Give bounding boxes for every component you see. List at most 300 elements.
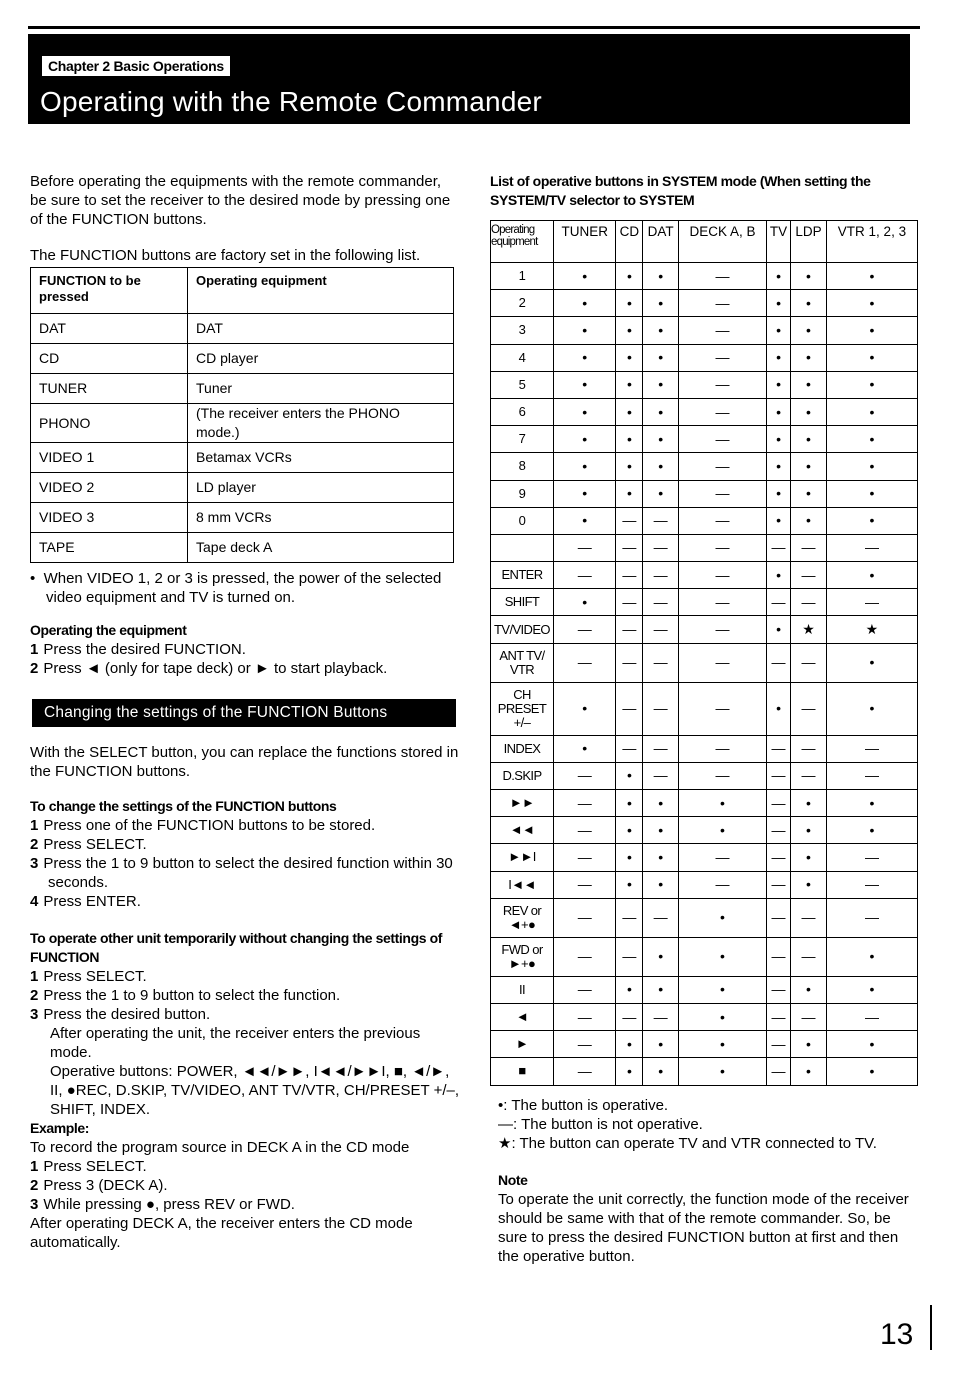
status-cell: — <box>791 589 827 616</box>
row-label: 7 <box>491 426 554 453</box>
status-cell: — <box>791 562 827 589</box>
temporary-heading: To operate other unit temporarily without changing the settings of FUNCTION <box>30 930 443 965</box>
operative-table-row <box>491 871 918 898</box>
row-label: ◄◄ <box>491 817 554 844</box>
status-cell: — <box>791 1003 827 1030</box>
status-cell: • <box>643 290 679 317</box>
status-cell: • <box>616 1058 643 1085</box>
operative-table-row <box>491 790 918 817</box>
operative-table-body <box>491 263 918 1086</box>
row-label: ►► <box>491 790 554 817</box>
status-cell: • <box>643 844 679 871</box>
status-cell: — <box>678 844 766 871</box>
operative-table-row <box>491 453 918 480</box>
changing-section-bar: Changing the settings of the FUNCTION Buttons <box>32 699 456 727</box>
column-header: TUNER <box>554 221 616 263</box>
status-cell: — <box>767 937 791 976</box>
status-cell: — <box>767 534 791 561</box>
equipment-cell: DAT <box>188 314 454 344</box>
temporary-step <box>30 967 460 986</box>
status-cell: ★ <box>791 616 827 643</box>
status-cell: • <box>826 976 917 1003</box>
status-cell: — <box>767 871 791 898</box>
status-cell: • <box>616 976 643 1003</box>
status-cell: — <box>767 762 791 789</box>
status-cell: — <box>643 898 679 937</box>
status-cell: — <box>554 790 616 817</box>
status-cell: — <box>767 817 791 844</box>
status-cell: • <box>678 790 766 817</box>
status-cell: • <box>554 344 616 371</box>
operative-table-row <box>491 762 918 789</box>
status-cell: — <box>616 589 643 616</box>
status-cell: — <box>678 507 766 534</box>
operative-table-row <box>491 976 918 1003</box>
status-cell: — <box>616 1003 643 1030</box>
status-cell: — <box>678 643 766 682</box>
operating-step-text: Press ◄ (only for tape deck) or ► to start playback. <box>43 660 388 677</box>
status-cell: • <box>643 344 679 371</box>
example-after: After operating DECK A, the receiver enters the CD mode automatically. <box>30 1215 413 1251</box>
status-cell: — <box>616 616 643 643</box>
status-cell: — <box>643 589 679 616</box>
status-cell: — <box>554 871 616 898</box>
status-cell: — <box>643 682 679 735</box>
status-cell: • <box>791 453 827 480</box>
column-header: Operating equipment <box>491 221 554 263</box>
legend-item: ★: The button can operate TV and VTR connected to TV. <box>498 1134 877 1152</box>
status-cell: — <box>554 817 616 844</box>
status-cell: — <box>678 871 766 898</box>
step-number: 1 <box>30 968 39 985</box>
status-cell: • <box>826 371 917 398</box>
row-label: ■ <box>491 1058 554 1085</box>
change-step <box>30 854 460 892</box>
temporary-steps <box>30 967 460 1024</box>
status-cell: — <box>678 344 766 371</box>
row-label: INDEX <box>491 735 554 762</box>
step-number: 3 <box>30 1196 39 1213</box>
operative-table-row <box>491 1031 918 1058</box>
status-cell: — <box>643 1003 679 1030</box>
row-label: TV/VIDEO <box>491 616 554 643</box>
change-steps <box>30 816 460 911</box>
operative-table-header <box>491 221 918 263</box>
status-cell: • <box>616 480 643 507</box>
status-cell: • <box>616 871 643 898</box>
row-label: CH PRESET +/– <box>491 682 554 735</box>
function-cell: DAT <box>31 314 188 344</box>
status-cell: • <box>643 480 679 507</box>
operative-table-row <box>491 371 918 398</box>
operative-table-row <box>491 507 918 534</box>
status-cell: • <box>767 507 791 534</box>
status-cell: — <box>643 762 679 789</box>
temporary-step-text: Press the 1 to 9 button to select the function. <box>43 987 341 1004</box>
status-cell: • <box>616 398 643 425</box>
status-cell: • <box>678 1058 766 1085</box>
function-table-row <box>31 374 454 404</box>
status-cell: • <box>826 937 917 976</box>
status-cell: • <box>826 643 917 682</box>
operative-table-row <box>491 682 918 735</box>
status-cell: • <box>616 1031 643 1058</box>
status-cell: — <box>616 937 643 976</box>
step-number: 1 <box>30 1158 39 1175</box>
row-label: ►►I <box>491 844 554 871</box>
status-cell: • <box>643 790 679 817</box>
example-steps <box>30 1157 460 1214</box>
status-cell: — <box>678 453 766 480</box>
operative-table-row <box>491 426 918 453</box>
row-label: 5 <box>491 371 554 398</box>
status-cell: • <box>554 589 616 616</box>
status-cell: — <box>826 871 917 898</box>
function-cell: PHONO <box>31 404 188 443</box>
temporary-step-text: Press the desired button. <box>43 1006 211 1023</box>
status-cell: — <box>554 976 616 1003</box>
status-cell: • <box>643 871 679 898</box>
function-cell: CD <box>31 344 188 374</box>
operating-step: 2 Press ◄ (only for tape deck) or ► to start playback. <box>30 660 388 677</box>
example-intro: To record the program source in DECK A in the CD mode <box>30 1139 410 1156</box>
status-cell: — <box>767 735 791 762</box>
status-cell: • <box>826 562 917 589</box>
status-cell: • <box>616 762 643 789</box>
status-cell: — <box>678 290 766 317</box>
operative-buttons-table <box>490 220 918 1086</box>
row-label: ► <box>491 1031 554 1058</box>
status-cell: • <box>767 480 791 507</box>
example-step <box>30 1157 460 1176</box>
function-table-row <box>31 503 454 533</box>
row-label: 8 <box>491 453 554 480</box>
status-cell: — <box>643 534 679 561</box>
status-cell: — <box>554 1058 616 1085</box>
column-header: DAT <box>643 221 679 263</box>
status-cell: — <box>791 762 827 789</box>
column-header: CD <box>616 221 643 263</box>
status-cell: — <box>826 735 917 762</box>
status-cell: • <box>767 616 791 643</box>
operative-table-row <box>491 290 918 317</box>
status-cell: — <box>791 898 827 937</box>
function-table-row <box>31 473 454 503</box>
column-header: DECK A, B <box>678 221 766 263</box>
status-cell: — <box>767 589 791 616</box>
status-cell: • <box>616 371 643 398</box>
status-cell: • <box>791 817 827 844</box>
function-cell: TAPE <box>31 533 188 563</box>
status-cell: • <box>616 317 643 344</box>
status-cell: — <box>616 898 643 937</box>
status-cell: • <box>826 453 917 480</box>
row-label: 0 <box>491 507 554 534</box>
status-cell: — <box>678 263 766 290</box>
status-cell: — <box>678 589 766 616</box>
status-cell: • <box>643 1058 679 1085</box>
status-cell: — <box>767 1003 791 1030</box>
status-cell: • <box>554 263 616 290</box>
status-cell: — <box>554 1031 616 1058</box>
operative-table-row <box>491 344 918 371</box>
video-note: • When VIDEO 1, 2 or 3 is pressed, the power of the selected video equipment and TV is turned on. <box>30 570 442 606</box>
status-cell: • <box>643 263 679 290</box>
function-table-row <box>31 314 454 344</box>
function-table-row <box>31 533 454 563</box>
step-number: 1 <box>30 817 39 834</box>
function-table <box>30 267 454 563</box>
example-step-text: While pressing ●, press REV or FWD. <box>43 1196 295 1213</box>
operative-table-row <box>491 1003 918 1030</box>
row-label: 4 <box>491 344 554 371</box>
status-cell: — <box>767 790 791 817</box>
status-cell: — <box>826 1003 917 1030</box>
note-text: To operate the unit correctly, the function mode of the receiver should be same with that of the remote commander. So, be sure to press the desired FUNCTION button at first and then the operative button. <box>498 1190 909 1265</box>
status-cell: • <box>826 263 917 290</box>
status-cell: — <box>767 1031 791 1058</box>
status-cell: — <box>678 562 766 589</box>
operative-table-row <box>491 317 918 344</box>
status-cell: • <box>826 426 917 453</box>
status-cell: • <box>616 790 643 817</box>
row-label: II <box>491 976 554 1003</box>
status-cell: • <box>643 317 679 344</box>
status-cell: • <box>643 976 679 1003</box>
change-step <box>30 816 460 835</box>
status-cell: • <box>767 426 791 453</box>
status-cell: — <box>826 762 917 789</box>
function-header-cell: FUNCTION to be pressed <box>31 268 188 314</box>
change-step <box>30 835 460 854</box>
status-cell: • <box>616 817 643 844</box>
row-label: ◄ <box>491 1003 554 1030</box>
status-cell: — <box>767 976 791 1003</box>
note-heading: Note <box>498 1171 528 1188</box>
system-list-heading: List of operative buttons in SYSTEM mode (When setting the SYSTEM/TV selector to SYSTEM <box>490 173 871 208</box>
status-cell: — <box>678 616 766 643</box>
chapter-label: Chapter 2 Basic Operations <box>42 56 230 76</box>
status-cell: • <box>791 344 827 371</box>
status-cell: • <box>643 817 679 844</box>
status-cell: • <box>826 682 917 735</box>
status-cell: — <box>826 844 917 871</box>
status-cell: • <box>791 844 827 871</box>
step-number: 2 <box>30 987 39 1004</box>
status-cell: — <box>678 735 766 762</box>
status-cell: — <box>826 589 917 616</box>
status-cell: • <box>616 344 643 371</box>
status-cell: • <box>616 290 643 317</box>
step-number: 2 <box>30 836 39 853</box>
function-cell: VIDEO 2 <box>31 473 188 503</box>
row-label: FWD or ►+● <box>491 937 554 976</box>
status-cell: — <box>826 534 917 561</box>
status-cell: • <box>643 371 679 398</box>
operative-table-row <box>491 398 918 425</box>
equipment-cell: (The receiver enters the PHONO mode.) <box>188 404 454 443</box>
status-cell: — <box>791 534 827 561</box>
video-note-text: When VIDEO 1, 2 or 3 is pressed, the power of the selected video equipment and TV is turned on. <box>43 570 442 606</box>
status-cell: • <box>767 263 791 290</box>
status-cell: • <box>767 317 791 344</box>
column-header: TV <box>767 221 791 263</box>
change-step-text: Press SELECT. <box>43 836 147 853</box>
status-cell: • <box>678 1031 766 1058</box>
equipment-cell: Tuner <box>188 374 454 404</box>
status-cell: • <box>791 263 827 290</box>
equipment-cell: Tape deck A <box>188 533 454 563</box>
status-cell: • <box>791 790 827 817</box>
function-cell: TUNER <box>31 374 188 404</box>
function-table-row <box>31 404 454 443</box>
status-cell: • <box>554 317 616 344</box>
function-table-body <box>31 314 454 563</box>
status-cell: — <box>616 643 643 682</box>
changing-intro: With the SELECT button, you can replace the functions stored in the FUNCTION buttons. <box>30 744 459 780</box>
status-cell: • <box>826 790 917 817</box>
status-cell: • <box>826 317 917 344</box>
status-cell: • <box>554 682 616 735</box>
legend-item: •: The button is operative. <box>498 1096 669 1114</box>
legend-item: —: The button is not operative. <box>498 1115 703 1133</box>
margin-rule <box>930 1305 932 1350</box>
status-cell: — <box>678 682 766 735</box>
status-cell: — <box>791 682 827 735</box>
right-column <box>490 172 920 1266</box>
column-header: LDP <box>791 221 827 263</box>
step-number: 4 <box>30 893 39 910</box>
status-cell: — <box>678 426 766 453</box>
legend <box>490 1096 920 1153</box>
operating-heading: Operating the equipment <box>30 622 187 638</box>
status-cell: • <box>643 937 679 976</box>
operative-table-row <box>491 616 918 643</box>
status-cell: — <box>554 643 616 682</box>
status-cell: • <box>826 817 917 844</box>
status-cell: — <box>643 735 679 762</box>
status-cell: • <box>616 844 643 871</box>
status-cell: • <box>767 290 791 317</box>
status-cell: • <box>791 398 827 425</box>
status-cell: — <box>616 562 643 589</box>
equipment-header-cell: Operating equipment <box>188 268 454 314</box>
function-table-row <box>31 344 454 374</box>
status-cell: • <box>678 976 766 1003</box>
operative-table-row <box>491 534 918 561</box>
status-cell: • <box>826 290 917 317</box>
status-cell: • <box>791 371 827 398</box>
status-cell: — <box>616 507 643 534</box>
row-label: 6 <box>491 398 554 425</box>
status-cell: • <box>554 507 616 534</box>
row-label: I◄◄ <box>491 871 554 898</box>
equipment-cell: CD player <box>188 344 454 374</box>
status-cell: • <box>791 976 827 1003</box>
example-heading: Example: <box>30 1120 90 1136</box>
status-cell: • <box>616 263 643 290</box>
status-cell: • <box>678 1003 766 1030</box>
page-title: Operating with the Remote Commander <box>40 86 542 117</box>
status-cell: • <box>643 398 679 425</box>
change-step-text: Press ENTER. <box>43 893 141 910</box>
operative-table-row <box>491 898 918 937</box>
status-cell: • <box>767 371 791 398</box>
status-cell: • <box>643 426 679 453</box>
example-step <box>30 1176 460 1195</box>
left-column <box>30 172 460 1252</box>
status-cell: — <box>616 682 643 735</box>
status-cell: • <box>767 682 791 735</box>
status-cell: • <box>554 735 616 762</box>
status-cell: — <box>678 480 766 507</box>
status-cell: — <box>554 844 616 871</box>
status-cell: — <box>826 898 917 937</box>
row-label <box>491 534 554 561</box>
status-cell: • <box>767 344 791 371</box>
status-cell: — <box>643 616 679 643</box>
row-label: 3 <box>491 317 554 344</box>
status-cell: — <box>791 735 827 762</box>
change-step-text: Press the 1 to 9 button to select the desired function within 30 seconds. <box>43 855 453 891</box>
status-cell: • <box>554 371 616 398</box>
status-cell: — <box>791 937 827 976</box>
operative-table-row <box>491 937 918 976</box>
status-cell: • <box>791 507 827 534</box>
status-cell: — <box>554 534 616 561</box>
function-cell: VIDEO 3 <box>31 503 188 533</box>
status-cell: — <box>791 643 827 682</box>
row-label: ANT TV/ VTR <box>491 643 554 682</box>
step-number: 3 <box>30 1006 39 1023</box>
operative-buttons: Operative buttons: POWER, ◄◄/►►, I◄◄/►►I, ■, ◄/►, II, ●REC, D.SKIP, TV/VIDEO, ANT TV/VTR, CH/PRESET +/–, SHIFT, INDEX. <box>50 1063 460 1118</box>
status-cell: • <box>791 290 827 317</box>
status-cell: • <box>826 1058 917 1085</box>
status-cell: — <box>767 1058 791 1085</box>
status-cell: — <box>643 643 679 682</box>
function-table-header <box>31 268 454 314</box>
status-cell: — <box>554 898 616 937</box>
header-rule <box>28 26 920 29</box>
status-cell: ★ <box>826 616 917 643</box>
status-cell: • <box>791 1031 827 1058</box>
status-cell: • <box>767 562 791 589</box>
status-cell: — <box>678 371 766 398</box>
note-block <box>490 1171 920 1266</box>
status-cell: • <box>826 398 917 425</box>
function-table-row <box>31 443 454 473</box>
status-cell: — <box>767 844 791 871</box>
status-cell: — <box>678 317 766 344</box>
equipment-cell: 8 mm VCRs <box>188 503 454 533</box>
status-cell: • <box>554 453 616 480</box>
status-cell: • <box>678 817 766 844</box>
row-label: REV or ◄+● <box>491 898 554 937</box>
status-cell: • <box>616 426 643 453</box>
step-number: 3 <box>30 855 39 872</box>
status-cell: — <box>643 562 679 589</box>
row-label: 2 <box>491 290 554 317</box>
change-settings-heading: To change the settings of the FUNCTION buttons <box>30 798 337 814</box>
operative-table-row <box>491 844 918 871</box>
row-label: SHIFT <box>491 589 554 616</box>
status-cell: • <box>643 1031 679 1058</box>
status-cell: — <box>554 762 616 789</box>
temporary-step <box>30 1005 460 1024</box>
operative-table-row <box>491 589 918 616</box>
status-cell: • <box>826 1031 917 1058</box>
status-cell: • <box>678 937 766 976</box>
